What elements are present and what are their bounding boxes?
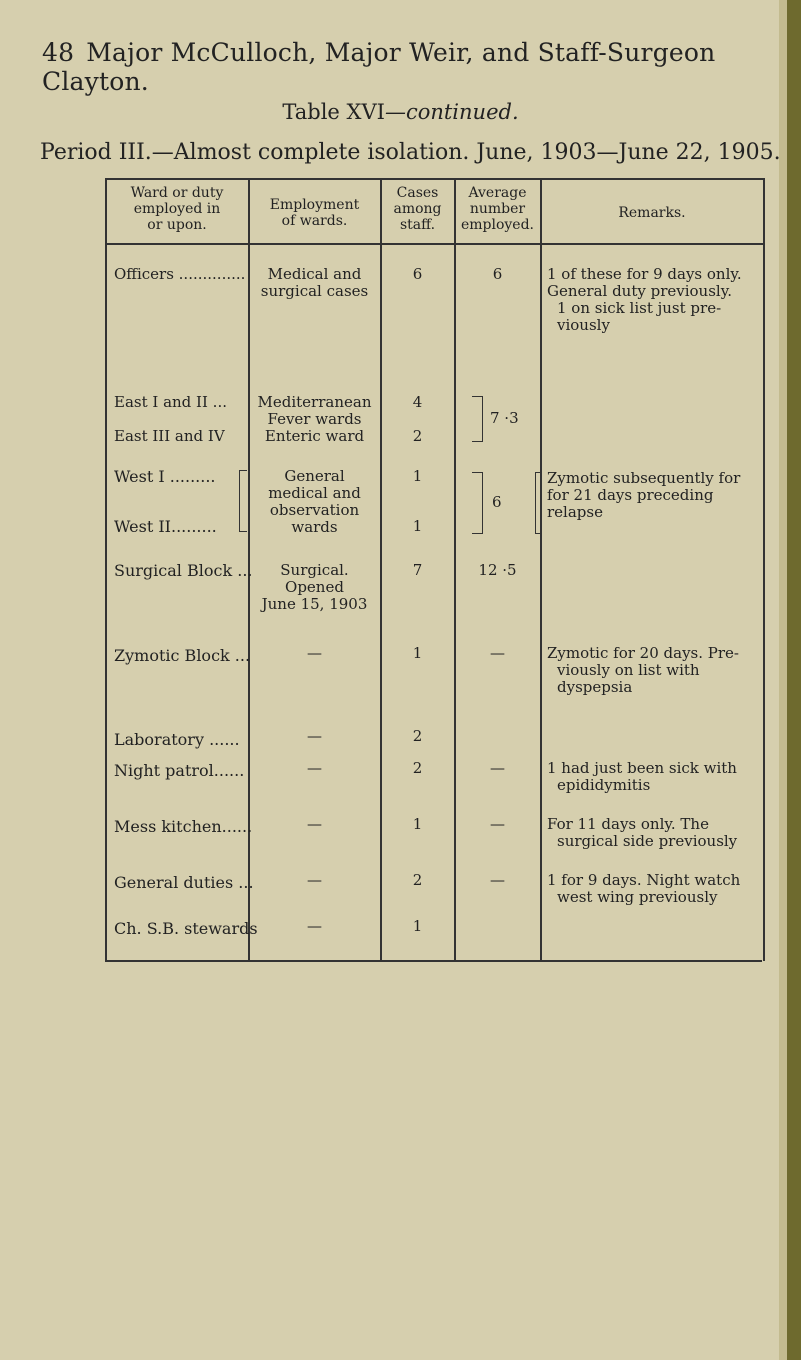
cell-remarks-officers: 1 of these for 9 days only. General duty previously. 1 on sick list just pre- viously: [547, 265, 742, 334]
cell-remarks-west: Zymotic subsequently for for 21 days preceding relapse: [547, 469, 741, 521]
table-label: Table XVI: [282, 100, 385, 124]
cell-cases-surgical: 7: [412, 561, 423, 579]
table-top-rule: [105, 178, 765, 180]
cell-average-surgical: 12 ·5: [478, 561, 517, 579]
cell-ward-laboratory: Laboratory ......: [114, 730, 240, 749]
cell-average-mess-kitchen: —: [490, 815, 505, 833]
cell-average-zymotic: —: [490, 644, 505, 662]
cell-ward-ch-sb-stewards: Ch. S.B. stewards: [114, 919, 258, 938]
cell-remarks-general-duties: 1 for 9 days. Night watch west wing previously: [547, 871, 741, 906]
cell-employment-mess-kitchen: —: [307, 815, 322, 833]
cell-ward-west-2: West II.........: [114, 517, 217, 536]
cell-ward-east-3-4: East III and IV: [114, 427, 225, 445]
column-rule-4: [540, 178, 542, 961]
cell-ward-west-1: West I .........: [114, 467, 216, 486]
bracket-east-average: [472, 396, 483, 442]
period-caption: Period III.—Almost complete isolation. June, 1903—June 22, 1905.: [40, 140, 781, 165]
header-employment: Employment of wards.: [269, 197, 360, 229]
cell-cases-west-1: 1: [412, 467, 423, 485]
table-bottom-rule: [105, 960, 762, 962]
cell-ward-east-1-2: East I and II ...: [114, 393, 227, 411]
bracket-west-ward: [239, 470, 247, 532]
cell-employment-enteric: Enteric ward: [264, 427, 365, 445]
cell-employment-zymotic: —: [307, 644, 322, 662]
cell-average-west: 6: [492, 493, 502, 511]
cell-employment-mediterranean: Mediterranean Fever wards: [257, 393, 372, 428]
cell-employment-officers: Medical and surgical cases: [260, 265, 369, 300]
cell-cases-laboratory: 2: [412, 727, 423, 745]
bracket-west-remarks: [535, 472, 542, 534]
cell-ward-mess-kitchen: Mess kitchen......: [114, 817, 253, 836]
cell-cases-officers: 6: [412, 265, 423, 283]
header-bottom-rule: [105, 243, 765, 245]
running-head-authors: Major McCulloch, Major Weir, and Staff-Surgeon Clayton.: [42, 38, 716, 96]
cell-average-officers: 6: [492, 265, 503, 283]
column-rule-right: [763, 178, 765, 961]
cell-ward-zymotic: Zymotic Block ...: [114, 646, 251, 665]
cell-average-night-patrol: —: [490, 759, 505, 777]
cell-cases-west-2: 1: [412, 517, 423, 535]
bracket-west-average: [472, 472, 483, 534]
cell-cases-general-duties: 2: [412, 871, 423, 889]
cell-ward-night-patrol: Night patrol......: [114, 761, 245, 780]
header-remarks: Remarks.: [618, 205, 686, 221]
cell-employment-ch-sb-stewards: —: [307, 917, 322, 935]
header-ward: Ward or duty employed in or upon.: [130, 185, 224, 233]
column-rule-left: [105, 178, 107, 961]
cell-ward-general-duties: General duties ...: [114, 873, 254, 892]
cell-cases-east-3-4: 2: [412, 427, 423, 445]
running-head: [42, 38, 801, 96]
cell-remarks-zymotic: Zymotic for 20 days. Pre- viously on list with dyspepsia: [547, 644, 739, 696]
cell-cases-mess-kitchen: 1: [412, 815, 423, 833]
cell-remarks-night-patrol: 1 had just been sick with epididymitis: [547, 759, 737, 794]
cell-cases-east-1-2: 4: [412, 393, 423, 411]
cell-ward-officers: Officers ..............: [114, 265, 246, 283]
cell-cases-zymotic: 1: [412, 644, 423, 662]
cell-employment-night-patrol: —: [307, 759, 322, 777]
cell-average-east: 7 ·3: [490, 409, 519, 427]
page-edge-shadow: [779, 0, 787, 1360]
cell-cases-night-patrol: 2: [412, 759, 423, 777]
table-title: [0, 100, 801, 124]
cell-employment-laboratory: —: [307, 727, 322, 745]
cell-remarks-mess-kitchen: For 11 days only. The surgical side previously: [547, 815, 738, 850]
header-average: Average number employed.: [460, 185, 535, 233]
cell-average-general-duties: —: [490, 871, 505, 889]
table-continued: —continued.: [384, 100, 519, 124]
cell-cases-ch-sb-stewards: 1: [412, 917, 423, 935]
cell-employment-general-medical: General medical and observation wards: [268, 467, 361, 536]
cell-employment-general-duties: —: [307, 871, 322, 889]
page-edge: [787, 0, 801, 1360]
header-cases: Cases among staff.: [393, 185, 442, 233]
cell-ward-surgical: Surgical Block ...: [114, 561, 253, 580]
page-number: 48: [42, 38, 75, 67]
cell-employment-surgical: Surgical. Opened June 15, 1903: [261, 561, 368, 613]
